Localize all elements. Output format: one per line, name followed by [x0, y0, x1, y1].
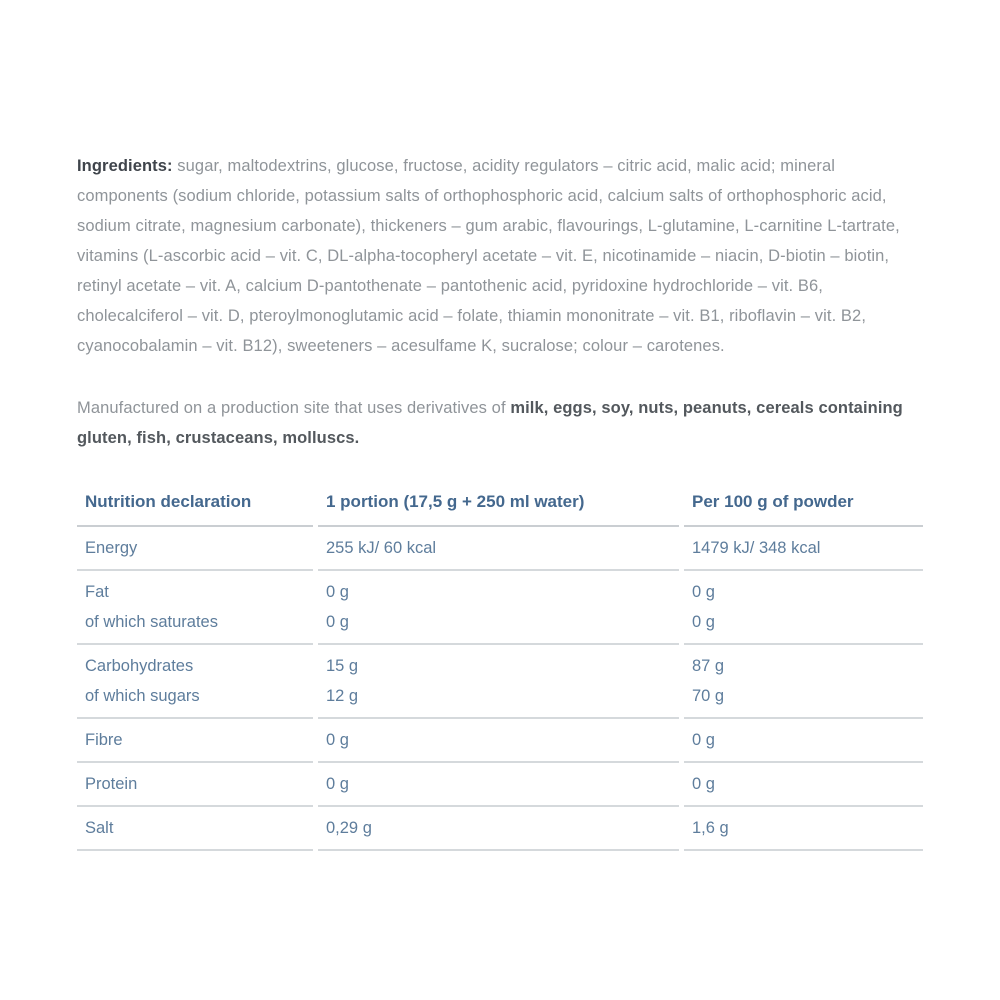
table-row-fat-name — [77, 571, 313, 645]
nutrient-value: 1,6 g — [692, 819, 729, 837]
nutrient-subvalue: 0 g — [692, 613, 715, 631]
table-row-protein-per100g — [684, 763, 923, 807]
table-row-carbohydrates-name — [77, 645, 313, 719]
table-row-salt-name — [77, 807, 313, 851]
allergen-prefix: Manufactured on a production site that uses derivatives of — [77, 399, 511, 417]
nutrition-table — [77, 487, 923, 851]
allergen-paragraph — [77, 393, 923, 453]
nutrient-subvalue: 0 g — [326, 613, 349, 631]
nutrient-name: Fibre — [85, 731, 123, 749]
nutrient-subvalue: 70 g — [692, 687, 725, 705]
nutrient-value: 0 g — [692, 583, 715, 601]
table-row-fibre-portion — [318, 719, 679, 763]
allergen-list: milk, eggs, soy, nuts, peanuts, cereals containing gluten, fish, crustaceans, molluscs. — [77, 399, 903, 447]
nutrient-subname: of which sugars — [85, 687, 200, 705]
nutrient-value: 0 g — [326, 731, 349, 749]
nutrient-value: 0 g — [692, 775, 715, 793]
nutrient-name: Fat — [85, 583, 109, 601]
nutrient-name: Energy — [85, 539, 138, 557]
table-row-salt-portion — [318, 807, 679, 851]
nutrient-value: 87 g — [692, 657, 725, 675]
nutrient-value: 15 g — [326, 657, 359, 675]
table-header-per-100g: Per 100 g of powder — [684, 487, 923, 527]
table-row-fat-portion — [318, 571, 679, 645]
table-row-protein-portion — [318, 763, 679, 807]
nutrient-value: 0 g — [326, 775, 349, 793]
table-row-fibre-per100g — [684, 719, 923, 763]
nutrient-name: Protein — [85, 775, 138, 793]
nutrient-subname: of which saturates — [85, 613, 218, 631]
table-row-salt-per100g — [684, 807, 923, 851]
table-header-nutrition-declaration: Nutrition declaration — [77, 487, 313, 527]
table-row-energy-portion — [318, 527, 679, 571]
ingredients-text: sugar, maltodextrins, glucose, fructose, acidity regulators – citric acid, malic acid; mineral components (sodium chloride, potassium salts of orthophosphoric acid, calcium salts of orthophosphoric acid, sodium citrate, magnesium carbonate), thickeners – gum arabic, flavourings, L-glutamine, L-carnitine L-tartrate, vitamins (L-ascorbic acid – vit. C, DL-alpha-tocopheryl acetate – vit. E, nicotinamide – niacin, D-biotin – biotin, retinyl acetate – vit. A, calcium D-pantothenate – pantothenic acid, pyridoxine hydrochloride – vit. B6, cholecalciferol – vit. D, pteroylmonoglutamic acid – folate, thiamin mononitrate – vit. B1, riboflavin – vit. B2, cyanocobalamin – vit. B12), sweeteners – acesulfame K, sucralose; colour – carotenes. — [77, 157, 900, 355]
nutrient-subvalue: 12 g — [326, 687, 359, 705]
table-row-energy-per100g — [684, 527, 923, 571]
table-row-protein-name — [77, 763, 313, 807]
nutrient-name: Carbohydrates — [85, 657, 194, 675]
table-row-carbohydrates-per100g — [684, 645, 923, 719]
nutrient-value: 1479 kJ/ 348 kcal — [692, 539, 821, 557]
nutrient-value: 255 kJ/ 60 kcal — [326, 539, 437, 557]
table-row-carbohydrates-portion — [318, 645, 679, 719]
ingredients-label: Ingredients: — [77, 157, 173, 175]
nutrient-value: 0 g — [692, 731, 715, 749]
nutrient-value: 0,29 g — [326, 819, 372, 837]
table-row-energy-name — [77, 527, 313, 571]
nutrient-name: Salt — [85, 819, 114, 837]
nutrient-value: 0 g — [326, 583, 349, 601]
table-row-fibre-name — [77, 719, 313, 763]
table-row-fat-per100g — [684, 571, 923, 645]
ingredients-paragraph — [77, 151, 923, 361]
table-header-portion: 1 portion (17,5 g + 250 ml water) — [318, 487, 679, 527]
